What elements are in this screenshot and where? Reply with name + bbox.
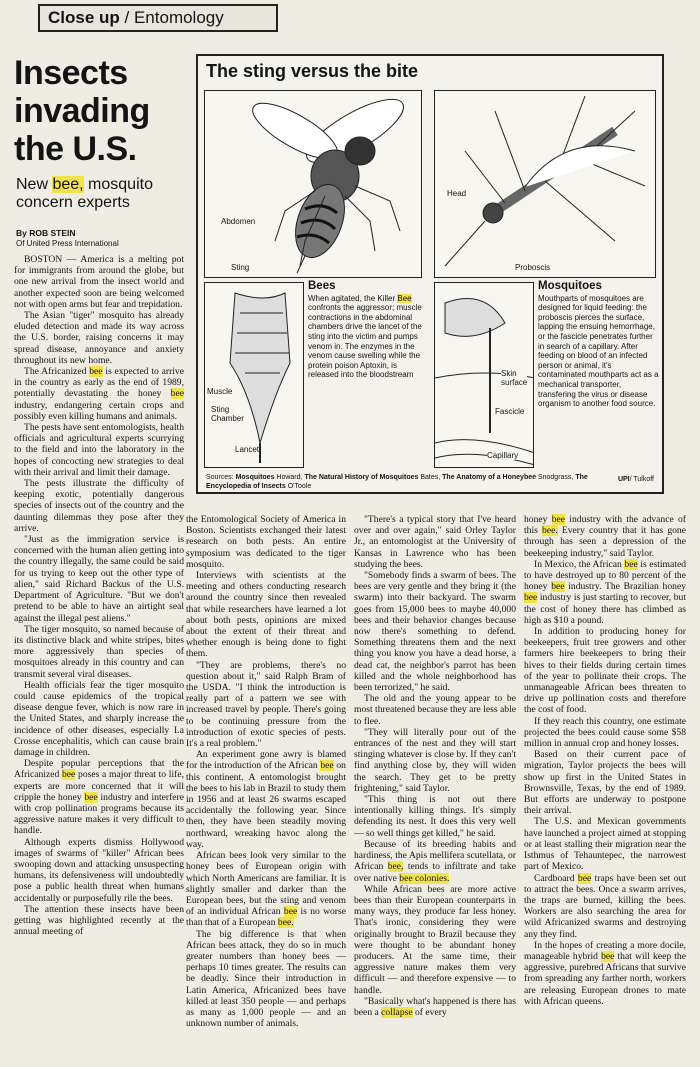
label-skin-surface — [501, 369, 527, 387]
paragraph — [524, 559, 686, 626]
highlight: bee — [61, 769, 76, 781]
article-column-4 — [524, 514, 686, 1064]
highlight: bee. — [277, 917, 294, 929]
paragraph — [14, 758, 184, 836]
paragraph — [524, 940, 686, 1007]
label-surface-word: surface — [501, 378, 528, 387]
sources-lead: Sources: — [206, 474, 236, 481]
paragraph: The tiger mosquito, so named because of its distinctive black and white stripes, bites more aggressively than species of mosquitoes already in this country and can transmit several viral diseases. — [14, 623, 184, 680]
byline-author: By ROB STEIN — [16, 228, 76, 238]
source-title: Mosquitoes — [235, 474, 275, 481]
paragraph: Health officials fear the tiger mosquito could cause epidemics of the tropical disease dengue fever, which is now rare in the United States, and sharply increase the incidence of other diseases, especially La Crosse encephalitis, which can cause brain damage in children. — [14, 679, 184, 758]
highlight: bee — [89, 366, 103, 378]
mosquitoes-caption — [538, 282, 660, 409]
label-lancet: Lancet — [235, 445, 260, 454]
headline-line-3: the U.S. — [14, 130, 137, 168]
paragraph: Based on their current pace of migration, Taylor projects the bees will show up first in the United States in Brownsville, Texas, by the end of 1989. But efforts are underway to postpone their arrival. — [524, 749, 686, 817]
highlight: bee — [601, 950, 615, 962]
paragraph — [354, 996, 516, 1018]
label-chamber-word: Chamber — [211, 414, 244, 423]
source-title: The Anatomy of a Honeybee — [442, 474, 537, 481]
credit-org: UPI — [617, 476, 630, 483]
label-sting-chamber — [211, 405, 244, 423]
paragraph: Although experts dismiss Hollywood images of swarms of "killer" African bees swooping down and attacking unsuspecting humans, its defensiveness will undoubtedly pose a public health threat when humans accidentally or purposefully rile the bees. — [14, 836, 184, 904]
article-column-1 — [14, 254, 184, 1064]
paragraph — [14, 366, 184, 422]
paragraph: The U.S. and Mexican governments have launched a project aimed at stopping or at least stalling their migration near the Isthmus of Tehauntepec, the narrowest part of Mexico. — [524, 816, 686, 873]
bee-drawing — [205, 91, 422, 278]
text: industry, endangering certain crops and possibly even killing humans and animals. — [14, 399, 184, 422]
mosquitoes-caption-text: Mouthparts of mosquitoes are designed for liquid feeding: the proboscis pierces the surface, lapping the ensuing hemorrhage, or the fascicle penetrates further in search of a capillary. After feeding on blood of an infected person or animal, it's contaminated mouthparts act as a mechanical transporter, transfering the virus or disease organism to another food source. — [538, 293, 659, 409]
highlight: bee — [624, 558, 638, 570]
section-header: Close up / Entomology — [38, 4, 278, 32]
text: is no worse than that of a European — [186, 906, 346, 929]
paragraph: "They are problems, there's no question about it," said Ralph Bram of the USDA. "I think the introduction is really part of a pattern we see with increased travel by people. There's going to be continuing pressure from the introduction of exotic species of pests. It's a real problem." — [186, 659, 346, 750]
paragraph: Interviews with scientists at the meeting and others conducting research around the country since then revealed that while researchers have learned a lot about both pests, opinions are mixed about the extent of their threat and whether enough is being done to fight them. — [186, 570, 346, 660]
source-author: Snodgrass, — [536, 474, 576, 481]
subheadline — [16, 176, 196, 212]
highlight: bee — [524, 592, 538, 604]
label-abdomen: Abdomen — [221, 217, 256, 226]
label-head: Head — [447, 189, 467, 198]
highlight: bee — [170, 388, 184, 400]
highlight: bee. — [542, 525, 558, 537]
text: industry. The Brazilian honey — [564, 581, 686, 593]
graphic-sources — [206, 474, 606, 491]
highlight: collapse — [381, 1006, 413, 1018]
highlight: bee — [551, 514, 566, 525]
label-fascicle: Fascicle — [495, 407, 525, 416]
label-capillary: Capillary — [487, 451, 519, 460]
text: is estimated to have destroyed up to 80 percent of the honey — [524, 558, 686, 593]
highlight: Bee — [397, 293, 412, 303]
section-label: Close up — [48, 8, 120, 27]
paragraph: "There's a typical story that I've heard over and over again," said Orley Taylor Jr., an entomologist at the University of Kansas in Lawrence who has been studying the bees. — [354, 514, 516, 570]
highlight: bee — [320, 760, 334, 772]
highlight: bee colonies. — [399, 872, 450, 884]
paragraph — [354, 839, 516, 884]
paragraph: The attention these insects have been getting was highlighted recently at the annual meeting of — [14, 903, 184, 938]
label-skin-word: Skin — [501, 369, 517, 378]
text: African bees look very similar to the honey bees of European origin with which North Americans are familiar. It is slightly smaller and darker than the European bees, but the sting and venom of an individual African — [186, 850, 346, 918]
text: industry is just starting to recover, but the cost of honey there has climbed as high as $10 a pound. — [524, 592, 686, 626]
text: Despite popular perceptions that the Africanized — [14, 758, 184, 781]
text: Because of its breeding habits and hardiness, the Apis mellifera scutellata, or African — [354, 838, 516, 873]
text: In the hopes of creating a more docile, manageable hybrid — [524, 939, 686, 962]
credit-artist: / Tulkoff — [629, 476, 654, 483]
paragraph: The pests illustrate the difficulty of keeping exotic, potentially dangerous species of insects out of the country and the daunting dilemmas they pose after they arrive. — [14, 478, 184, 534]
mosquitoes-caption-title: Mosquitoes — [538, 280, 602, 292]
bees-caption-text: When agitated, the Killer — [308, 293, 398, 303]
paragraph: The Asian "tiger" mosquito has already eluded detection and made its way across the U.S. border, raising concerns it may spread disease, annoyance and anxiety throughout its new home. — [14, 310, 184, 366]
dek-text: mosquito concern experts — [16, 176, 153, 211]
bees-caption-title: Bees — [308, 280, 336, 292]
paragraph: the Entomological Society of America in Boston. Scientists exchanged their latest research on both pests. An entire symposium was dedicated to the tiger mosquito. — [186, 514, 346, 570]
mosquito-drawing — [435, 91, 656, 278]
article-column-3 — [354, 514, 516, 1064]
highlight: bee, — [387, 861, 404, 873]
text: tends to infiltrate and take over native — [354, 861, 516, 884]
label-proboscis: Proboscis — [515, 263, 551, 272]
bees-caption — [308, 282, 428, 380]
paragraph: The big difference is that when African bees attack, they do so in much greater numbers than honey bees — perhaps 10 times greater. The results can be deadly. Since their introduction in Latin America, Africanized bees have killed at least 350 people — and perhaps as many as 1,000 people — and an unknown number of animals. — [186, 928, 346, 1030]
text: poses a major threat to life, experts are more concerned that it will cripple the honey — [14, 769, 184, 803]
text: that will keep the aggressive, purebred Africans that survive from spreading any farther north, workers are releasing European drones to mate with African queens. — [524, 950, 686, 1007]
source-title: The Natural History of Mosquitoes — [304, 474, 419, 481]
text: on this continent. A entomologist brought the bees to his lab in Brazil to study them in 1956 and at least 26 swarms escaped accidentally the following year. Since then, they have been steadily moving northward, wreaking havoc along the way. — [186, 760, 346, 850]
paragraph: The pests have sent entomologists, health officials and agricultural experts scurrying to the field and into the laboratory in the hopes of concocting new strategies to deal with their arrival and limit their damage. — [14, 422, 184, 478]
paragraph — [186, 850, 346, 928]
highlight: bee — [577, 872, 592, 884]
highlight: bee, — [52, 176, 84, 193]
headline — [14, 54, 194, 168]
subsection-label: Entomology — [133, 8, 224, 27]
bee-sting-detail — [204, 282, 304, 468]
sting-diagram — [205, 283, 304, 468]
paragraph: "This thing is not out there intentionally killing things. It's simply defending its nest. It does this very well — so well things get killed," he said. — [354, 794, 516, 839]
graphic-credit — [618, 476, 654, 483]
text: Cardboard — [534, 872, 578, 884]
label-muscle: Muscle — [207, 387, 233, 396]
text: honey — [524, 514, 552, 525]
source-author: Bates, — [418, 474, 443, 481]
text: In Mexico, the African — [534, 558, 625, 570]
text: industry with the advance of this — [524, 514, 686, 537]
highlight: bee — [283, 906, 298, 918]
mosquito-illustration — [434, 90, 656, 278]
paragraph: If they reach this country, one estimate projected the bees could cause some $58 million in annual crop and honey losses. — [524, 715, 686, 750]
paragraph — [186, 749, 346, 850]
paragraph: "Just as the immigration service is concerned with the human alien getting into the country illegally, the same could be said for us trying to keep out the other type of alien," said Richard Backus of the U.S. Department of Agriculture. "But we don't pretend to be able to have an airtight seal against the illegal pest aliens." — [14, 534, 184, 624]
paragraph — [524, 873, 686, 940]
mosquito-bite-detail — [434, 282, 534, 468]
article-column-2 — [186, 514, 346, 1064]
dek-text: New — [16, 176, 53, 193]
source-author: Howard, — [274, 474, 305, 481]
highlight: bee — [84, 791, 98, 803]
text: is expected to arrive in the country as early as the end of 1989, potentially devastating the honey — [14, 366, 184, 400]
text: Every country that it has gone through has seen a depression of the beekeeping industry," said Taylor. — [524, 525, 686, 559]
highlight: bee — [551, 581, 565, 593]
text: An experiment gone awry is blamed for the introduction of the African — [186, 749, 346, 772]
text: The Africanized — [24, 366, 90, 378]
byline — [16, 228, 196, 249]
infographic — [196, 54, 664, 494]
label-sting: Sting — [231, 263, 250, 272]
source-author: O'Toole — [285, 482, 312, 490]
text: industry and interfere with crop pollination programs because its aggressive nature makes it very difficult to handle. — [14, 791, 184, 837]
paragraph: "They will literally pour out of the entrances of the nest and they will start stinging whatever is close by. If they can't find anything close by, they will widen the search. They get to be pretty frightening," said Taylor. — [354, 726, 516, 794]
text: traps have been set out to attract the bees. Once a swarm arrives, the traps are burned, killing the bees. Workers are also searching the area for wild Africanized swarms and destroying any they find. — [524, 872, 686, 940]
paragraph: BOSTON — America is a melting pot for immigrants from around the globe, but one new arrival from the insect world and another expected soon are being welcomed not with open arms but fear and trepidation. — [14, 254, 184, 310]
text: of every — [412, 1006, 447, 1018]
headline-line-2: invading — [14, 92, 150, 130]
paragraph: The old and the young appear to be most threatened because they are less able to flee. — [354, 693, 516, 727]
paragraph: In addition to producing honey for beekeepers, fruit tree growers and other farmers hire beekeepers to bring their hives to their fields during certain times of the year to pollinate their crops. The unmanageable African bees threaten to drive up pollination costs and therefore the cost of food. — [524, 626, 686, 716]
paragraph: "Somebody finds a swarm of bees. The bees are very gentle and they bring it (the swarm) into their backyard. The swarm goes from 15,000 bees to maybe 40,000 bees and their behavior changes because now there's something to defend. Something threatens them and the next thing you know you have a dead horse, a dead cat, the neighbor's parrot has been killed and the whole neighborhood has been terrorized," he said. — [354, 570, 516, 694]
bee-illustration — [204, 90, 422, 278]
source-title: The Encyclopedia of Insects — [206, 474, 588, 490]
headline-line-1: Insects — [14, 54, 128, 92]
paragraph — [524, 514, 686, 559]
infographic-title: The sting versus the bite — [206, 61, 419, 81]
paragraph: While African bees are more active bees than their European counterparts in many ways, they produce far less honey. That's ironic, considering they were originally brought to Brazil because they were thought to be abundant honey producers. At the same time, their aggressive nature makes them very difficult — and therefore expensive — to handle. — [354, 883, 516, 996]
text: "Basically what's happened is there has been a — [354, 995, 516, 1018]
bees-caption-text: confronts the aggressor; muscle contractions in the abdominal chambers drive the lancet of the sting into the victim and pumps venom in. The enzymes in the venom cause swelling while the protein poison Aptoxin, is released into the bloodstream — [308, 303, 422, 380]
label-sting-word: Sting — [211, 405, 230, 414]
byline-org: Of United Press International — [16, 239, 119, 248]
